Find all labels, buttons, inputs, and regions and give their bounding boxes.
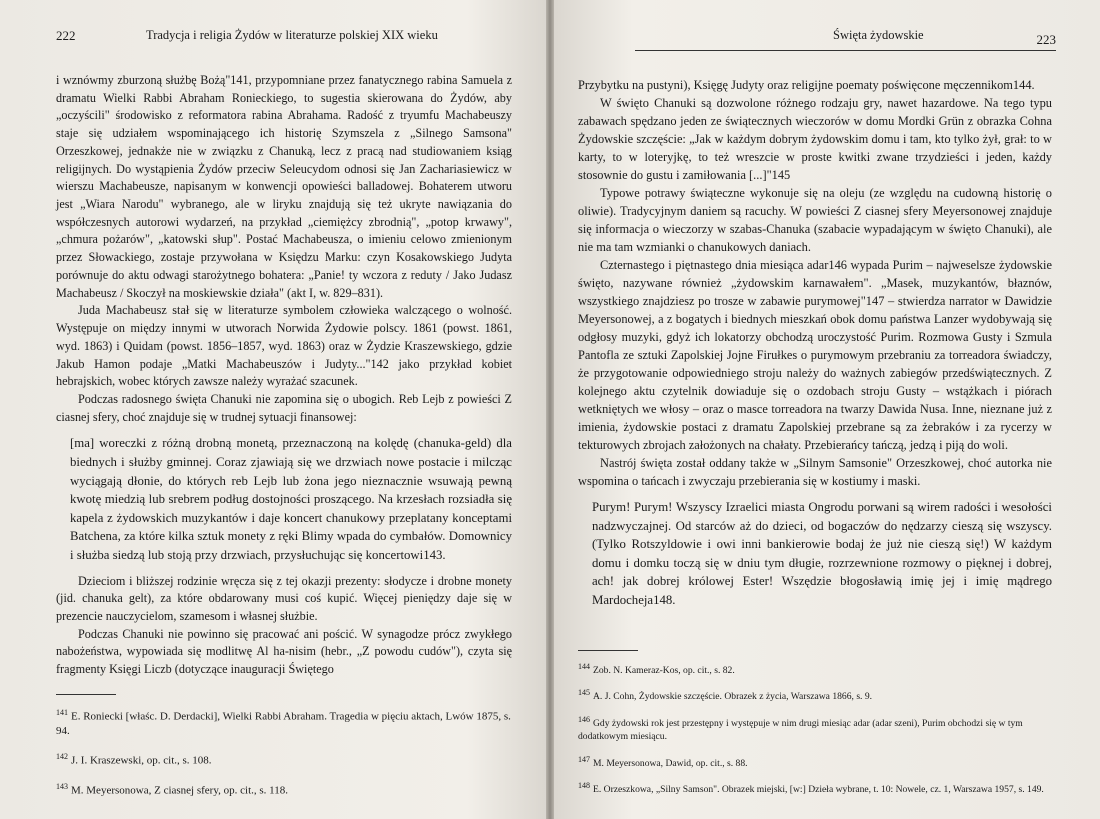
quote-text: Purym! Purym! Wszyscy Izraelici miasta Ongrodu porwani są wirem radości i wesołości nadzwyczajnej. Od starców aż do dzieci, od bogaczów do nędzarzy cieszą się wszyscy. (Tylko Rotszyldowie i owi inni bankierowie bodaj że już nie cieszą się!) W każdym domu i domku toczą się w dniu tym długie, rozrzewnione rozmowy o pięknej i dobrej, ach! jak dobrej królowej Ester! Wszędzie błogosławią imię jej i imię mądrego Mardocheja148.: [592, 500, 1052, 607]
paragraph: Typowe potrawy świąteczne wykonuje się na oleju (ze względu na cudowną historię o oliwie). Tradycyjnym daniem są racuchy. W powieści Z ciasnej sfery Meyersonowej znajduje się informacja o wieczorzy w szabas-Chanuka (szabacie wypadającym w święto Chanuki), ale nie ma tam wzmianki o chanukowych daniach.: [578, 186, 1052, 254]
left-body: [56, 72, 512, 679]
right-body: [578, 76, 1052, 618]
running-title: Tradycja i religia Żydów w literaturze polskiej XIX wieku: [146, 28, 438, 42]
paragraph: Przybytku na pustyni), Księgę Judyty oraz religijne poematy poświęcone męczennikom144.: [578, 78, 1035, 92]
running-title: Święta żydowskie: [833, 28, 924, 42]
left-footnotes: [56, 684, 512, 809]
paragraph: Czternastego i piętnastego dnia miesiąca adar146 wypada Purim – najweselsze żydowskie święto, nazywane również „żydowskim karnawałem". „Masek, muzykantów, błaznów, wszystkiego znajdziesz po trosze w zabawie purymowej"147 – stwierdza narrator w Dawidzie Meyersonowej, a z bogatych i biednych mieszkań obok domu państwa Lanzer wydobywają się odgłosy muzyki, gdyż ich lokatorzy obchodzą uroczystość Purim. Rozmowa Gusty i Szmula Pantofla ze sztuki Zapolskiej Jojne Firułkes o purymowym przebraniu za torreadora świadczy, że przygotowanie odpowiedniego stroju należy do ważnych zabiegów przedświątecznych. Z kolejnego aktu czytelnik dowiaduje się o ozdobach stroju Gusty – wstążkach i piórach wetkniętych we włosy – oraz o masce torreadora na twarzy Dawida Nusa. Inne, nieznane już z imienia, żydowskie postaci z dramatu Zapolskiej przebrane są za żebraków i za rycerzy w tekturowych zbrojach założonych na chałaty. Przebierańcy tańczą, jedzą i piją do woli.: [578, 258, 1052, 452]
book-gutter: [546, 0, 554, 819]
page-number: 223: [1036, 32, 1056, 47]
right-footnotes: [578, 640, 1052, 807]
paragraph: Podczas radosnego święta Chanuki nie zapomina się o ubogich. Reb Lejb z powieści Z ciasnej sfery, choć znajduje się w trudnej sytuacji finansowej:: [56, 391, 512, 424]
footnote-rule: [578, 650, 638, 651]
footnote: $^{145}$ A. J. Cohn, Żydowskie szczęście. Obrazek z życia, Warszawa 1866, s. 9.: [578, 688, 873, 703]
paragraph: Podczas Chanuki nie powinno się pracować ani pościć. W synagodze prócz zwykłego nabożeństwa, wypowiada się modlitwę Al ha-nisim (hebr., „Z powodu cudów"), czyta się fragmenty Księgi Liczb (dotyczące inauguracji Świętego: [56, 626, 512, 677]
paragraph: Dzieciom i bliższej rodzinie wręcza się z tej okazji prezenty: słodycze i drobne monety (jid. chanuka gelt), za które obdarowany musi coś kupić. Więcej pieniędzy daje się w prezencie nauczycielom, szamesom i własnej służbie.: [56, 573, 512, 623]
footnote: $^{144}$ Zob. N. Kameraz-Kos, op. cit., s. 82.: [578, 661, 735, 676]
paragraph: Nastrój święta został oddany także w „Silnym Samsonie" Orzeszkowej, choć autorka nie wspomina o tańcach i zwyczaju przebierania się w kostiumy i maski.: [578, 456, 1052, 488]
right-page: [550, 0, 1100, 819]
paragraph: Juda Machabeusz stał się w literaturze symbolem człowieka walczącego o wolność. Występuje on między innymi w utworach Norwida Żydowie polscy. 1861 (powst. 1861, wyd. 1863) i Quidam (powst. 1856–1857, wyd. 1863) oraz w Żydzie Kraszewskiego, gdzie Jakub Hamon podaje „Matki Machabeuszów i Judyty..."142 jako przykład kobiet hebrajskich, wobec których zawsze należy wyrażać szacunek.: [56, 303, 512, 389]
header-rule: [635, 50, 1056, 51]
paragraph: W święto Chanuki są dozwolone różnego rodzaju gry, nawet hazardowe. Na tego typu zabawach spędzano jeden ze świątecznych wieczorów w domu Mordki Grün z obrazka Cohna Żydowskie szczęście: „Jak w każdym dobrym żydowskim domu i tam, kto tylko żył, grał: to w karty, to w loteryjkę, to też wreszcie w proste kwitki zwane trzydzieści i jeden, każdy stosownie do gustu i zamiłowania [...]"145: [578, 96, 1052, 182]
footnote: $^{142}$ J. I. Kraszewski, op. cit., s. 108.: [56, 752, 212, 767]
block-quote: [70, 434, 512, 564]
quote-text: [ma] woreczki z różną drobną monetą, przeznaczoną na kolędę (chanuka-geld) dla biednych i służby gminnej. Coraz zjawiają się we drzwiach nowe postacie i milcząc wyciągają dłonie, do których reb Lejb lub żona jego nieznacznie wsuwają pewną kwotę miedzią lub srebrem podług dostojności proszącego. Na krzesłach rozsiadła się kapela z żydowskich muzykantów i daje koncert chanukowy przeplatany konceptami Batchena, za które kilka sztuk monety z ręki Blimy wpada do cymbałów. Domownicy i służba siedzą lub stoją przy drzwiach, przysłuchując się koncertowi143.: [70, 436, 512, 562]
footnote: $^{143}$ M. Meyersonowa, Z ciasnej sfery, op. cit., s. 118.: [56, 781, 288, 797]
footnote: $^{147}$ M. Meyersonowa, Dawid, op. cit., s. 88.: [578, 754, 748, 769]
page-number: 222: [56, 28, 76, 43]
footnote: $^{141}$ E. Roniecki [właśc. D. Derdacki], Wielki Rabbi Abraham. Tragedia w pięciu aktach, Lwów 1875, s. 94.: [56, 708, 511, 738]
footnote: $^{146}$ Gdy żydowski rok jest przestępny i występuje w nim drugi miesiąc adar (adar szeni), Purim obchodzi się w tym dodatkowym miesiącu.: [578, 714, 1023, 743]
footnote-rule: [56, 694, 116, 695]
block-quote: [592, 498, 1052, 610]
paragraph: i wznówmy zburzoną służbę Bożą"141, przypomniane przez fanatycznego rabina Samuela z dramatu Wielki Rabbi Abraham Ronieckiego, to sugestia skierowana do Żydów, aby „oczyścili" środowisko z reformatora rabina Abrahama. Radość z tryumfu Machabeuszy staje się udziałem wspominającego ich historię Szymszela z „Silnego Samsona" Orzeszkowej, jednakże nie w związku z Chanuką, lecz z pracą nad studiowaniem ksiąg religijnych. Do wystąpienia Żydów przeciw Seleucydom odnosi się Jan Zachariasiewicz w wierszu Machabeusze, napisanym w konwencji opowieści balladowej. Bohaterem utworu jest „Wiara Narodu" wybranego, ale w liryku znajdują się też ukryte nawiązania do współczesnych autorowi wydarzeń, na przykład „ciemiężcy zbrodnią", „potop krwawy", „chmura pożarów", „katowski słup". Postać Machabeusza, o imieniu celowo zmienionym przez Słowackiego, zostaje przywołana w Księdzu Marku: czyn Kosakowskiego Judyta porównuje do aktu odwagi starożytnego bohatera: „Panie! ty wczora z reduty / Jako Judasz Machabeusz / Skoczył na moskiewskie działa" (akt I, w. 829–831).: [56, 73, 512, 300]
footnote: $^{148}$ E. Orzeszkowa, „Silny Samson". Obrazek miejski, [w:] Dzieła wybrane, t. 10: Nowele, cz. 1, Warszawa 1957, s. 149.: [578, 781, 1044, 796]
